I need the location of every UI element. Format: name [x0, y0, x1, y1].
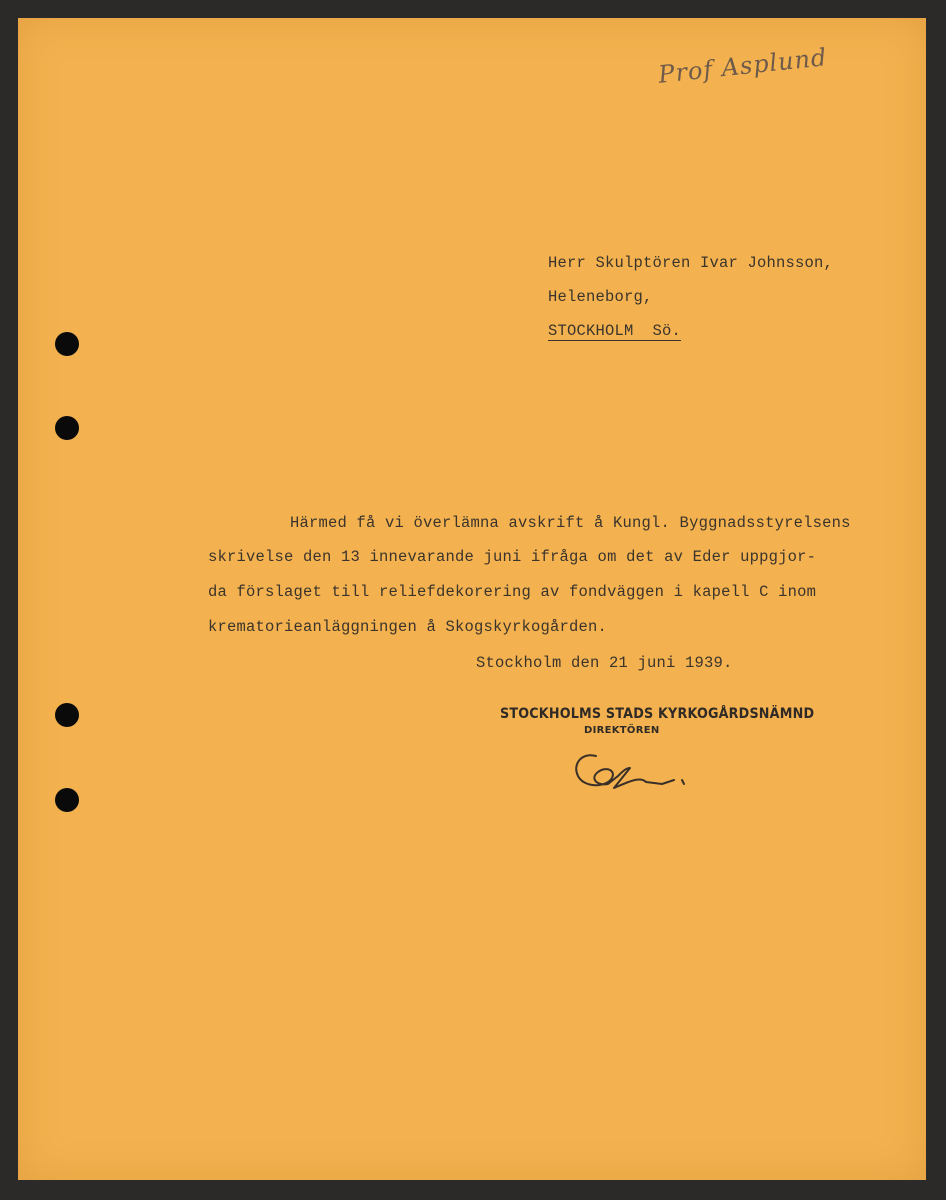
recipient-line-2: Heleneborg,	[548, 288, 653, 306]
recipient-line-1: Herr Skulptören Ivar Johnsson,	[548, 254, 834, 272]
handwritten-note: Prof Asplund	[657, 43, 829, 89]
punch-hole	[55, 703, 79, 727]
stamp-organization: STOCKHOLMS STADS KYRKOGÅRDSNÄMND	[500, 706, 815, 722]
date-line: Stockholm den 21 juni 1939.	[476, 654, 733, 672]
body-line-2: skrivelse den 13 innevarande juni ifråga om det av Eder uppgjor-	[208, 548, 817, 566]
recipient-city: STOCKHOLM Sö.	[548, 322, 682, 340]
punch-hole	[55, 416, 79, 440]
body-line-3: da förslaget till reliefdekorering av fondväggen i kapell C inom	[208, 583, 817, 601]
punch-hole	[55, 332, 79, 356]
punch-hole	[55, 788, 79, 812]
stamp-title: DIREKTÖREN	[584, 725, 660, 736]
signature	[570, 746, 700, 796]
letter-sheet	[18, 18, 926, 1180]
body-line-4: krematorieanläggningen å Skogskyrkogården.	[208, 618, 608, 636]
body-line-1: Härmed få vi överlämna avskrift å Kungl. Byggnadsstyrelsens	[290, 514, 851, 532]
